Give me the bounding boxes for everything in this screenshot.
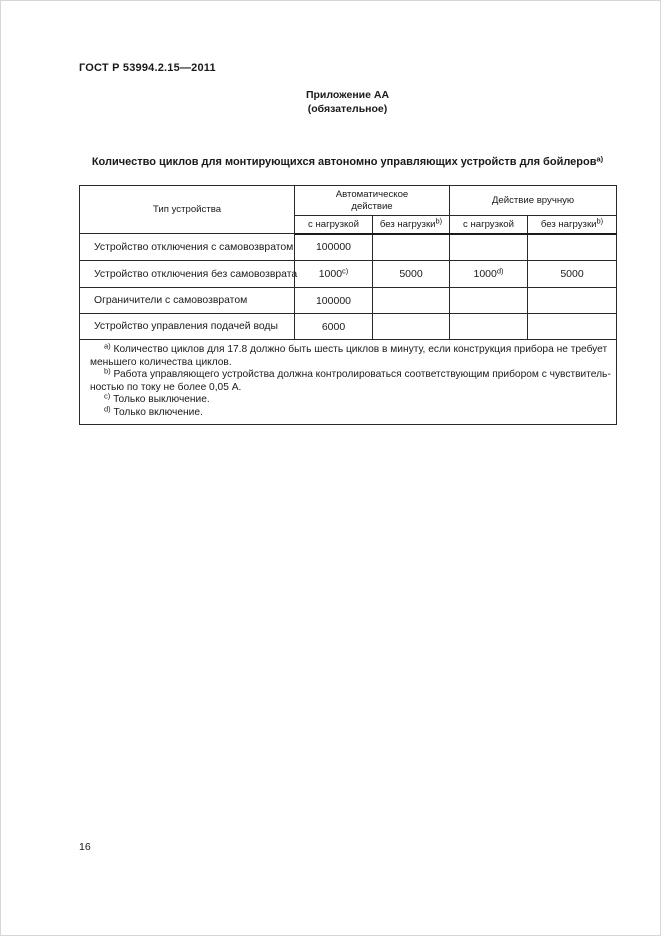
header-group-manual bbox=[450, 186, 617, 216]
cell-value: 100000 bbox=[315, 241, 352, 254]
table-title-footnote-mark: а) bbox=[596, 154, 604, 164]
header-auto-without-load bbox=[373, 216, 450, 234]
device-name-cell: Ограничители с самовозвратом bbox=[80, 288, 295, 314]
manual-with-load-cell bbox=[450, 314, 528, 340]
appendix-heading bbox=[79, 89, 616, 116]
footnote-a bbox=[90, 341, 608, 369]
header-group-row bbox=[80, 186, 617, 216]
header-group-auto bbox=[295, 186, 450, 216]
device-name-cell: Устройство отключения без самовозврата bbox=[80, 261, 295, 288]
footnote-mark: d) bbox=[104, 404, 111, 413]
footnote-mark: c) bbox=[104, 391, 111, 401]
footnote-mark-b-icon: b) bbox=[435, 216, 443, 225]
manual-without-load-cell bbox=[528, 288, 617, 314]
manual-without-load-cell bbox=[528, 314, 617, 340]
manual-with-load-cell bbox=[450, 288, 528, 314]
footnote-text: Работа управляющего устройства должна контролироваться соответствующим прибором с чувствитель- bbox=[113, 369, 611, 380]
manual-with-load-cell bbox=[450, 261, 528, 288]
header-manual-with-load: с нагрузкой bbox=[450, 216, 528, 234]
header-group-manual-label: Действие вручную bbox=[491, 194, 575, 206]
footnote-mark: b) bbox=[104, 366, 111, 376]
table-title-text: Количество циклов для монтирующихся автономно управляющих устройств для бойлеров bbox=[91, 156, 597, 168]
footnotes-cell bbox=[80, 340, 617, 425]
auto-without-load-cell bbox=[373, 288, 450, 314]
table-row bbox=[80, 288, 617, 314]
manual-without-load-cell: 5000 bbox=[528, 261, 617, 288]
table-row bbox=[80, 314, 617, 340]
footnote-line bbox=[90, 366, 611, 382]
auto-with-load-cell bbox=[295, 288, 373, 314]
header-auto-without-load-label: без нагрузки bbox=[379, 218, 436, 230]
cell-footnote-mark: c) bbox=[342, 266, 349, 276]
auto-without-load-cell bbox=[373, 314, 450, 340]
footnote-text: Количество циклов для 17.8 должно быть шесть циклов в минуту, если конструкция прибора не требует bbox=[113, 344, 608, 355]
cell-value: 6000 bbox=[321, 320, 346, 333]
cycles-table bbox=[79, 185, 617, 425]
auto-with-load-cell bbox=[295, 234, 373, 261]
footnotes-row bbox=[80, 340, 617, 425]
footnote-text: Только включение. bbox=[113, 406, 203, 418]
footnote-b bbox=[90, 366, 611, 394]
cell-value: 100000 bbox=[315, 294, 352, 307]
footnote-d bbox=[90, 404, 606, 420]
header-manual-without-load-label: без нагрузки bbox=[540, 218, 597, 230]
header-auto-with-load: с нагрузкой bbox=[295, 216, 373, 234]
auto-without-load-cell bbox=[373, 234, 450, 261]
table-row bbox=[80, 234, 617, 261]
manual-without-load-cell bbox=[528, 234, 617, 261]
appendix-type: (обязательное) bbox=[307, 102, 388, 115]
footnote-continuation: меньшего количества циклов. bbox=[90, 356, 232, 368]
auto-with-load-cell bbox=[295, 314, 373, 340]
footnote-text: Только выключение. bbox=[113, 394, 210, 405]
appendix-label: Приложение АА bbox=[305, 89, 390, 101]
footnote-line bbox=[90, 404, 606, 420]
auto-without-load-cell: 5000 bbox=[373, 261, 450, 288]
doc-code: ГОСТ Р 53994.2.15—2011 bbox=[79, 62, 216, 74]
device-name-cell: Устройство управления подачей воды bbox=[80, 314, 295, 340]
footnote-continuation: ностью по току не более 0,05 А. bbox=[90, 381, 242, 393]
header-group-auto-label: Автоматическое действие bbox=[335, 189, 409, 212]
footnote-mark-b-icon: b) bbox=[596, 216, 604, 225]
table-title bbox=[79, 156, 616, 168]
cell-value: 1000 bbox=[473, 268, 497, 280]
footnote-line bbox=[90, 391, 606, 407]
table-row bbox=[80, 261, 617, 288]
header-manual-without-load bbox=[528, 216, 617, 234]
footnote-c bbox=[90, 391, 606, 407]
manual-with-load-cell bbox=[450, 234, 528, 261]
footnote-line bbox=[90, 341, 608, 357]
header-device-type: Тип устройства bbox=[80, 186, 295, 234]
cell-footnote-mark: d) bbox=[496, 266, 504, 276]
device-name-cell: Устройство отключения с самовозвратом bbox=[80, 234, 295, 261]
cell-value: 1000 bbox=[318, 268, 343, 280]
footnote-mark: а) bbox=[104, 341, 111, 351]
page-number: 16 bbox=[79, 841, 91, 853]
auto-with-load-cell bbox=[295, 261, 373, 288]
